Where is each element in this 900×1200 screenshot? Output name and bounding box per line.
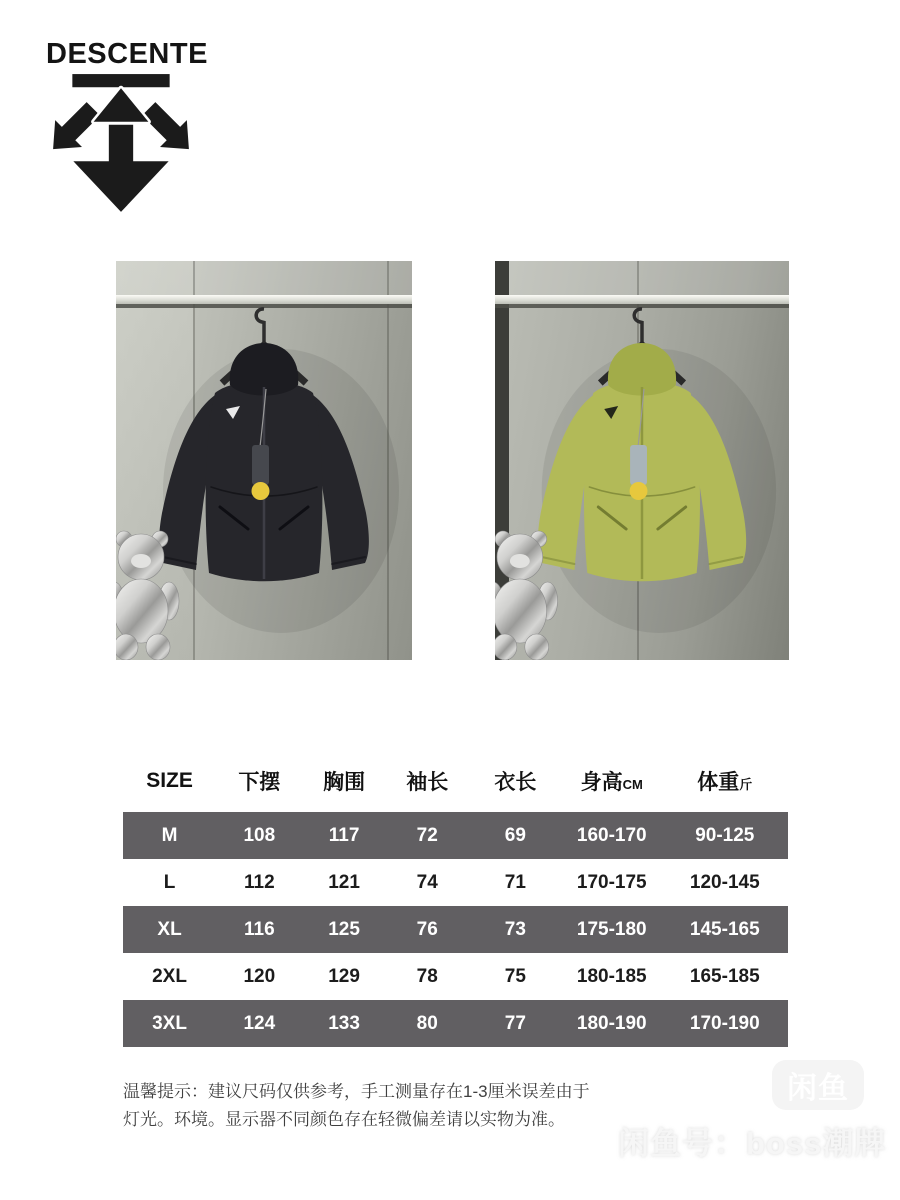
cell: 77 (504, 1012, 526, 1034)
product-photo-green (495, 261, 789, 660)
brand-name: DESCENTE (46, 38, 208, 70)
size-chart (123, 758, 788, 1047)
cell: 121 (328, 871, 360, 893)
cell: 175-180 (576, 918, 647, 940)
cell: 80 (416, 1012, 438, 1034)
cell: 75 (504, 965, 526, 987)
column-header-chest: 胸围 (323, 771, 366, 794)
cell: 120-145 (689, 871, 760, 893)
cell: 3XL (152, 1012, 187, 1034)
column-header-sleeve: 袖长 (406, 771, 449, 794)
jacket-illustration (116, 261, 412, 660)
size-row-m (123, 812, 788, 859)
cell: 129 (328, 965, 360, 987)
cell: 180-185 (576, 965, 647, 987)
size-note (123, 1078, 590, 1134)
xianyu-account-watermark: 闲鱼号：boss潮牌 (618, 1126, 887, 1161)
cell: 120 (243, 965, 276, 987)
jacket-illustration (495, 261, 789, 660)
cell: 69 (504, 824, 526, 846)
cell: 170-175 (576, 871, 647, 893)
cell: 73 (504, 918, 526, 940)
cell: 165-185 (689, 965, 760, 987)
cell: 74 (416, 871, 438, 893)
cell: M (161, 824, 178, 846)
cell: 180-190 (576, 1012, 647, 1034)
size-note-line1: 温馨提示：建议尺码仅供参考，手工测量存在1-3厘米误差由于 (123, 1082, 590, 1101)
cell: 145-165 (689, 918, 760, 940)
size-note-line2: 灯光。环境。显示器不同颜色存在轻微偏差请以实物为准。 (123, 1110, 565, 1129)
size-chart-header (123, 758, 788, 804)
size-row-xl (123, 906, 788, 953)
cell: 76 (416, 918, 438, 940)
cell: 133 (328, 1012, 360, 1034)
descente-arrow-logo (46, 74, 196, 214)
cell: XL (157, 918, 182, 940)
column-header-size: SIZE (146, 769, 193, 792)
cell: 160-170 (576, 824, 647, 846)
column-header-hem: 下摆 (238, 771, 281, 794)
cell: 90-125 (695, 824, 755, 846)
cell: 78 (416, 965, 438, 987)
column-header-height: 身高CM (580, 771, 643, 794)
size-row-2xl (123, 953, 788, 1000)
tag-badge (630, 482, 648, 500)
product-photo-black (116, 261, 412, 660)
hang-tag (252, 445, 269, 485)
cell: 108 (243, 824, 276, 846)
cell: 116 (243, 918, 275, 940)
xianyu-logo-text: 闲鱼 (787, 1072, 849, 1105)
xianyu-badge (772, 1060, 864, 1110)
hang-tag (630, 445, 647, 485)
column-header-length: 衣长 (494, 771, 537, 794)
cell: 117 (328, 824, 360, 846)
size-row-3xl (123, 1000, 788, 1047)
cell: L (163, 871, 176, 893)
cell: 124 (243, 1012, 276, 1034)
cell: 72 (416, 824, 438, 846)
size-row-l (123, 859, 788, 906)
cell: 125 (328, 918, 360, 940)
cell: 170-190 (689, 1012, 760, 1034)
column-header-weight: 体重斤 (697, 771, 753, 794)
cell: 2XL (152, 965, 187, 987)
cell: 112 (243, 871, 275, 893)
cell: 71 (504, 871, 526, 893)
tag-badge (252, 482, 270, 500)
